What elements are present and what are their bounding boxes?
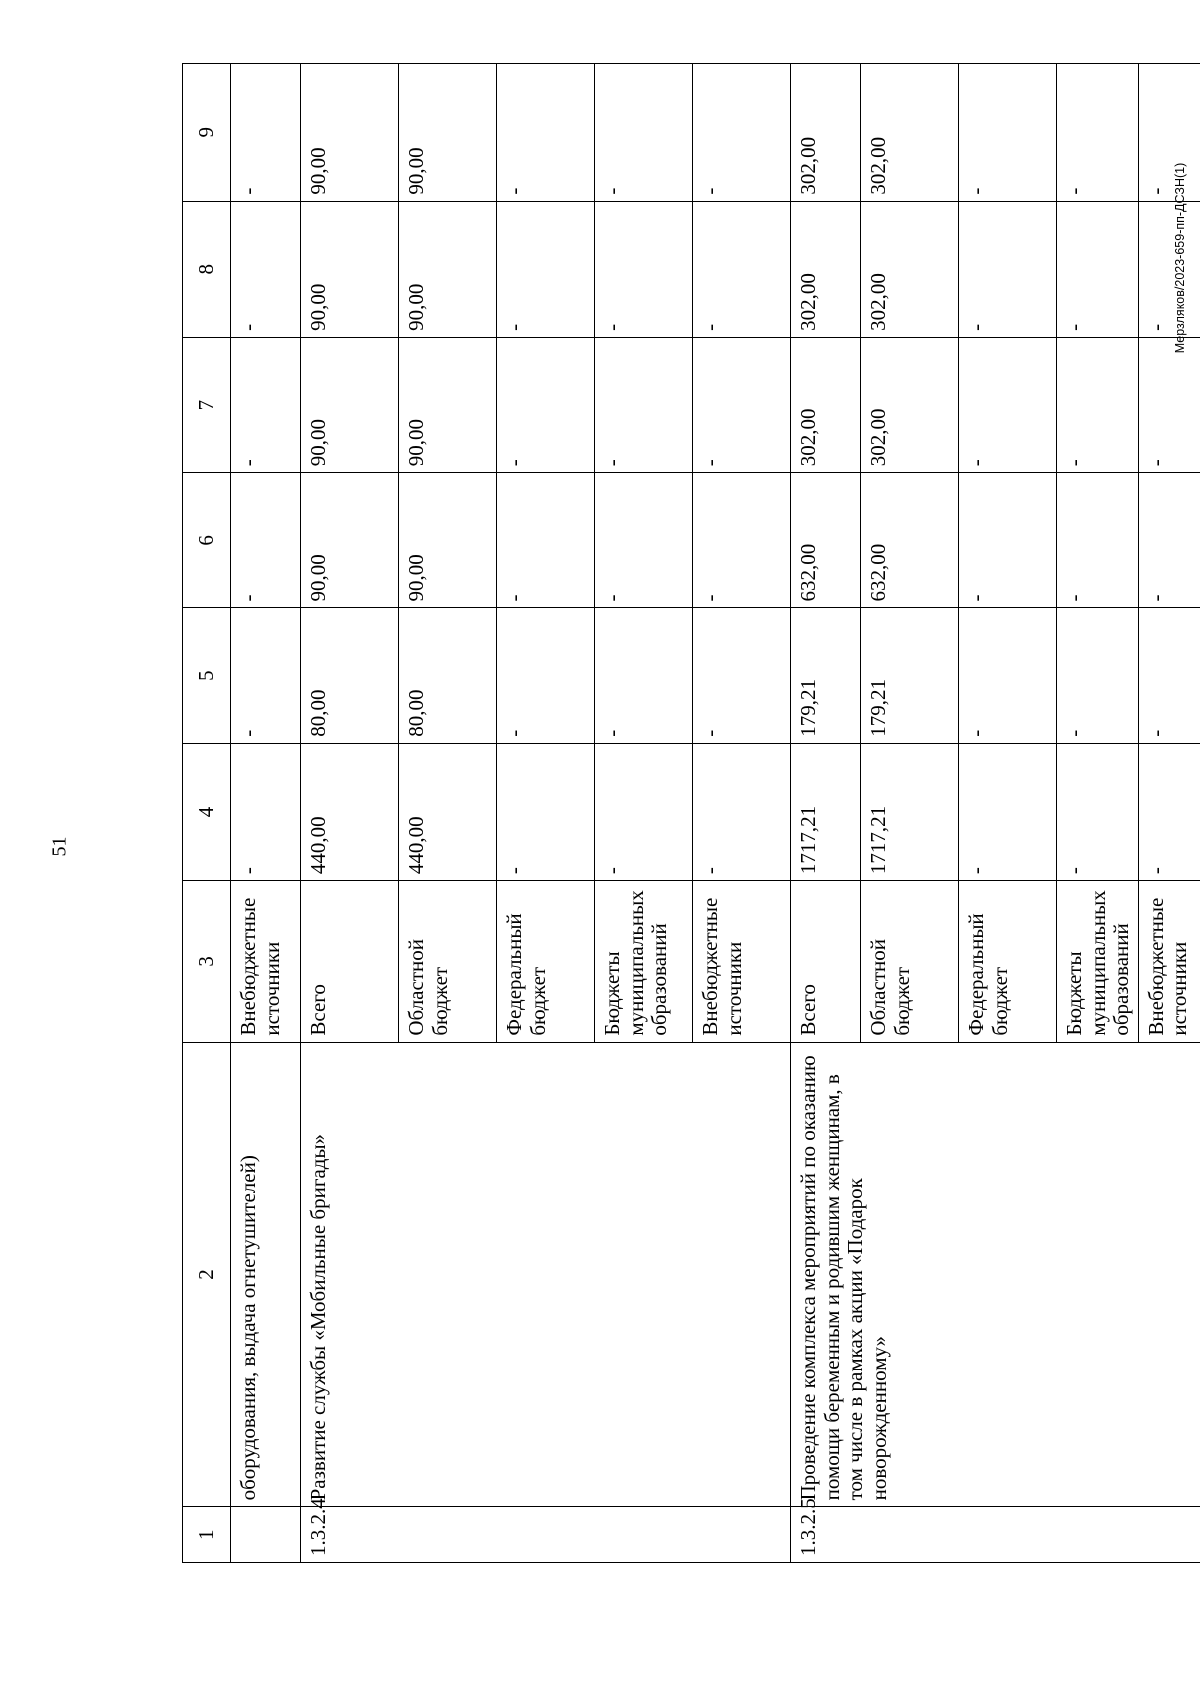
value-cell: 80,00 (301, 608, 399, 743)
value-cell: 440,00 (399, 743, 497, 880)
value-cell: - (1057, 201, 1139, 337)
table-row (231, 64, 301, 1563)
value-cell: - (1057, 337, 1139, 472)
value-cell: - (1138, 473, 1200, 608)
value-cell: - (693, 743, 791, 880)
funding-source-cell: Областной бюджет (399, 881, 497, 1042)
value-cell: 440,00 (301, 743, 399, 880)
value-cell: - (1138, 608, 1200, 743)
page-number: 51 (48, 836, 71, 857)
value-cell: - (231, 608, 301, 743)
funding-source-cell: Бюджеты муниципальных образований (1057, 881, 1139, 1042)
row-code-cell (231, 1507, 301, 1563)
value-cell: - (959, 608, 1057, 743)
funding-source-cell: Всего (791, 881, 861, 1042)
value-cell: 632,00 (861, 473, 959, 608)
funding-source-cell: Бюджеты муниципальных образований (595, 881, 693, 1042)
document-code: Мерзляков/2023-659-пп-ДСЗН(1) (1173, 162, 1187, 354)
value-cell: - (693, 473, 791, 608)
value-cell: - (1057, 608, 1139, 743)
value-cell: - (595, 473, 693, 608)
funding-source-cell: Всего (301, 881, 399, 1042)
funding-source-cell: Внебюджетные источники (693, 881, 791, 1042)
value-cell: - (231, 337, 301, 472)
value-cell: - (231, 743, 301, 880)
column-number-6: 6 (183, 473, 231, 608)
column-number-8: 8 (183, 201, 231, 337)
row-code-cell: 1.3.2.5 (791, 1507, 1200, 1563)
budget-table (182, 63, 1200, 1563)
value-cell: - (595, 608, 693, 743)
column-number-3: 3 (183, 881, 231, 1042)
value-cell: - (595, 201, 693, 337)
value-cell: - (959, 743, 1057, 880)
value-cell: 632,00 (791, 473, 861, 608)
value-cell: - (1138, 64, 1200, 202)
value-cell: - (497, 64, 595, 202)
column-number-5: 5 (183, 608, 231, 743)
value-cell: 90,00 (399, 64, 497, 202)
table-body (231, 64, 1200, 1563)
value-cell: - (595, 64, 693, 202)
column-number-1: 1 (183, 1507, 231, 1563)
value-cell: - (497, 473, 595, 608)
value-cell: - (693, 608, 791, 743)
value-cell: 302,00 (791, 201, 861, 337)
value-cell: - (497, 201, 595, 337)
column-number-9: 9 (183, 64, 231, 202)
funding-source-cell: Федеральный бюджет (497, 881, 595, 1042)
value-cell: - (595, 337, 693, 472)
value-cell: - (959, 473, 1057, 608)
value-cell: 302,00 (861, 337, 959, 472)
table-row (301, 64, 399, 1563)
value-cell: - (959, 201, 1057, 337)
row-description-cell: Развитие службы «Мобильные бригады» (301, 1042, 791, 1507)
value-cell: - (1057, 743, 1139, 880)
value-cell: - (1057, 473, 1139, 608)
row-code-cell: 1.3.2.4 (301, 1507, 791, 1563)
value-cell: - (497, 337, 595, 472)
value-cell: 90,00 (399, 473, 497, 608)
value-cell: 302,00 (791, 337, 861, 472)
value-cell: 90,00 (301, 201, 399, 337)
value-cell: - (693, 201, 791, 337)
value-cell: - (1138, 743, 1200, 880)
value-cell: 302,00 (791, 64, 861, 202)
value-cell: - (231, 473, 301, 608)
value-cell: 179,21 (861, 608, 959, 743)
value-cell: - (1057, 64, 1139, 202)
value-cell: - (595, 743, 693, 880)
value-cell: - (1138, 337, 1200, 472)
value-cell: - (497, 608, 595, 743)
value-cell: - (231, 201, 301, 337)
value-cell: 90,00 (301, 64, 399, 202)
value-cell: 90,00 (399, 337, 497, 472)
value-cell: 179,21 (791, 608, 861, 743)
value-cell: 302,00 (861, 64, 959, 202)
value-cell: - (693, 337, 791, 472)
row-description-cell: оборудования, выдача огнетушителей) (231, 1042, 301, 1507)
funding-source-cell: Областной бюджет (861, 881, 959, 1042)
value-cell: - (231, 64, 301, 202)
table-row (791, 64, 861, 1563)
value-cell: - (959, 337, 1057, 472)
value-cell: - (693, 64, 791, 202)
value-cell: - (959, 64, 1057, 202)
column-number-row (183, 64, 231, 1563)
value-cell: 1717,21 (791, 743, 861, 880)
value-cell: - (1138, 201, 1200, 337)
value-cell: 80,00 (399, 608, 497, 743)
column-number-4: 4 (183, 743, 231, 880)
funding-source-cell: Внебюджетные источники (1138, 881, 1200, 1042)
row-description-cell: Проведение комплекса мероприятий по оказанию помощи беременным и родившим женщинам, в том числе в рамках акции «Подарок новорожденному» (791, 1042, 1200, 1507)
value-cell: 1717,21 (861, 743, 959, 880)
column-number-2: 2 (183, 1042, 231, 1507)
value-cell: 302,00 (861, 201, 959, 337)
value-cell: - (497, 743, 595, 880)
funding-source-cell: Федеральный бюджет (959, 881, 1057, 1042)
value-cell: 90,00 (301, 473, 399, 608)
value-cell: 90,00 (399, 201, 497, 337)
value-cell: 90,00 (301, 337, 399, 472)
funding-source-cell: Внебюджетные источники (231, 881, 301, 1042)
column-number-7: 7 (183, 337, 231, 472)
